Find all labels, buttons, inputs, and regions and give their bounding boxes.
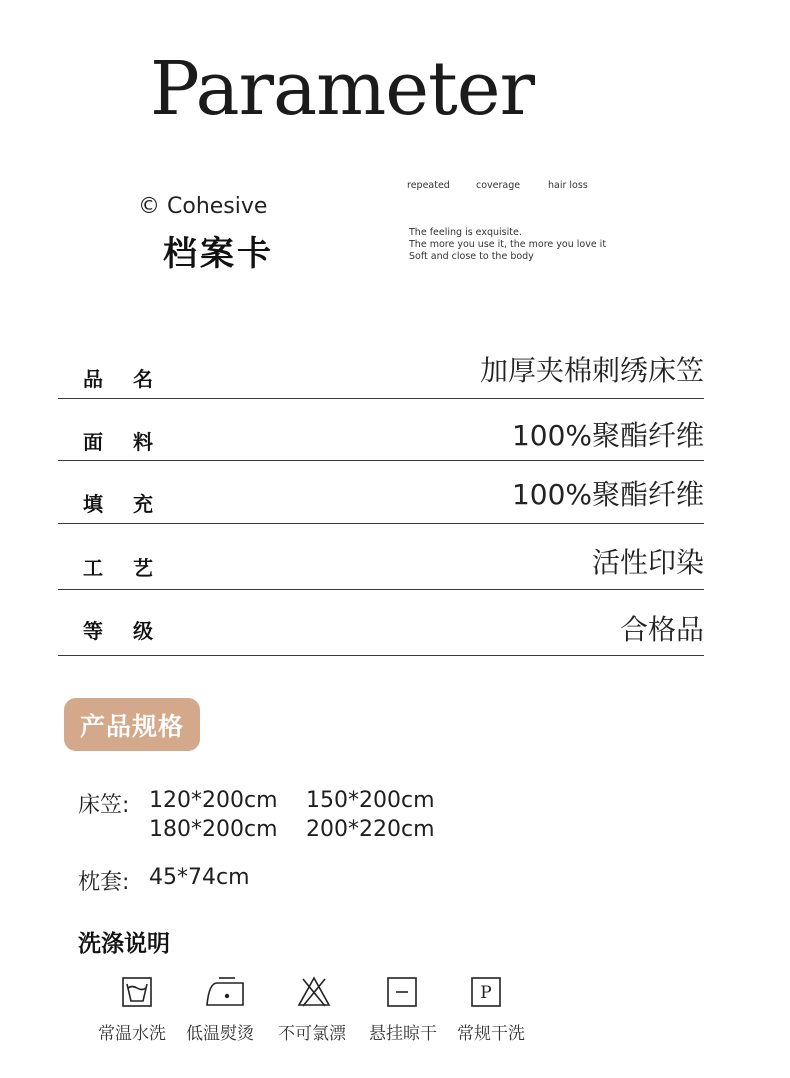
divider (58, 523, 704, 524)
wash-tub-icon (120, 975, 154, 1009)
spec-badge: 产品规格 (64, 698, 200, 751)
size-value: 120*200cm (149, 788, 278, 813)
size-value: 200*220cm (306, 817, 435, 842)
divider (58, 460, 704, 461)
param-label-filling: 填充 (83, 492, 183, 516)
iron-icon (205, 975, 245, 1009)
care-label: 不可氯漂 (278, 1024, 346, 1044)
care-label: 悬挂晾干 (369, 1024, 437, 1044)
slogan-line: The feeling is exquisite. (409, 227, 522, 238)
tag-repeated: repeated (407, 180, 450, 191)
divider (58, 398, 704, 399)
card-label: 档案卡 (163, 234, 274, 274)
param-value-process: 活性印染 (591, 546, 704, 579)
no-bleach-icon (297, 975, 331, 1009)
param-value-filling: 100%聚酯纤维 (511, 478, 704, 511)
tag-coverage: coverage (476, 180, 521, 191)
size-value: 180*200cm (149, 817, 278, 842)
param-label-grade: 等级 (83, 619, 183, 643)
care-label: 常温水洗 (98, 1024, 166, 1044)
slogan (409, 227, 606, 263)
care-label: 低温熨烫 (186, 1024, 254, 1044)
care-label: 常规干洗 (457, 1024, 525, 1044)
dry-clean-icon (469, 975, 503, 1009)
brand-name: © Cohesive (138, 194, 268, 219)
size-value: 150*200cm (306, 788, 435, 813)
param-value-fabric: 100%聚酯纤维 (511, 419, 704, 452)
fitted-sheet-label: 床笠: (78, 793, 130, 818)
param-label-fabric: 面料 (83, 430, 183, 454)
pillowcase-label: 枕套: (78, 870, 130, 895)
pillowcase-size: 45*74cm (149, 865, 250, 890)
divider (58, 589, 704, 590)
washing-title: 洗涤说明 (78, 931, 170, 957)
param-label-name: 品名 (83, 367, 183, 391)
page-title: Parameter (150, 46, 534, 132)
param-label-process: 工艺 (83, 556, 183, 580)
slogan-line: The more you use it, the more you love it (409, 239, 607, 250)
hang-dry-icon (385, 975, 419, 1009)
tag-hair-loss: hair loss (548, 180, 588, 191)
param-value-name: 加厚夹棉刺绣床笠 (479, 354, 704, 387)
param-value-grade: 合格品 (619, 613, 704, 646)
svg-text:P: P (480, 983, 492, 1003)
slogan-line: Soft and close to the body (409, 251, 534, 262)
divider (58, 655, 704, 656)
